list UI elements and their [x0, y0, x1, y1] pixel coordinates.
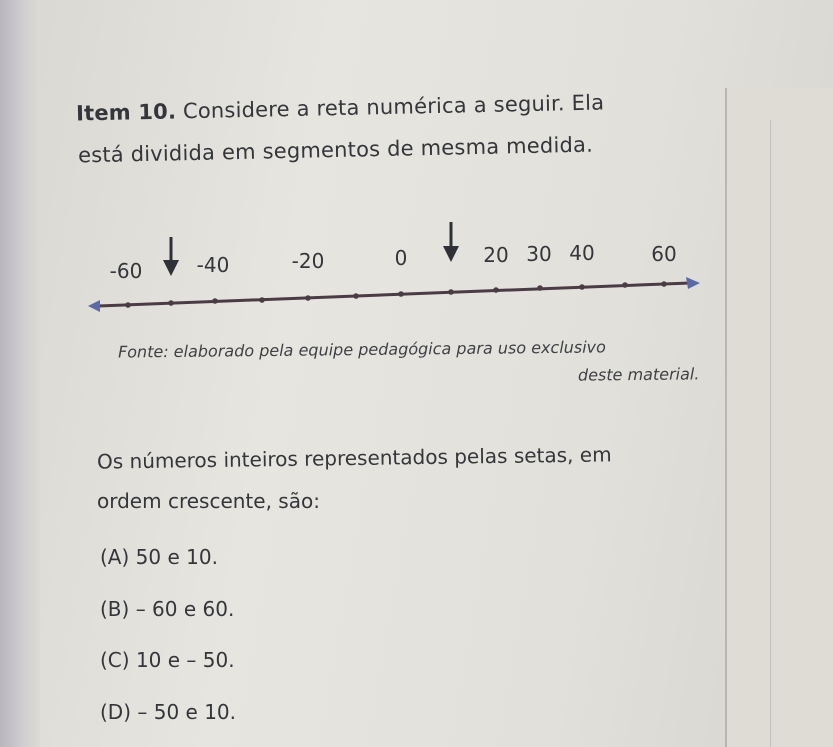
option-letter: (D) — [100, 700, 132, 724]
question-line2: ordem crescente, são: — [97, 489, 320, 513]
number-label: 0 — [394, 246, 408, 270]
number-label: 60 — [651, 242, 677, 266]
source-caption-line1: Fonte: elaborado pela equipe pedagógica para uso exclusivo — [117, 337, 606, 362]
option-b[interactable] — [100, 597, 234, 621]
item-label: Item 10. — [75, 99, 177, 126]
down-arrow-left — [163, 237, 179, 276]
number-label: 20 — [483, 243, 509, 267]
option-letter: (C) — [100, 648, 130, 672]
option-text: – 60 e 60. — [135, 597, 235, 621]
option-letter: (B) — [100, 597, 130, 621]
option-c[interactable] — [100, 648, 235, 672]
item-text-line2: está dividida em segmentos de mesma medida. — [77, 132, 594, 168]
source-caption-line2: deste material. — [577, 364, 700, 385]
down-arrow-right — [443, 222, 459, 262]
item-text-line1: Considere a reta numérica a seguir. Ela — [175, 90, 605, 124]
number-label: 40 — [569, 241, 595, 265]
option-letter: (A) — [100, 545, 130, 569]
question-line1: Os números inteiros representados pelas setas, em — [96, 442, 612, 474]
option-text: 10 e – 50. — [135, 648, 235, 672]
number-label: 30 — [526, 242, 552, 266]
number-label: -40 — [196, 253, 230, 277]
option-d[interactable] — [100, 700, 236, 724]
number-label: -20 — [291, 249, 325, 273]
number-label: -60 — [109, 259, 143, 283]
option-a[interactable] — [100, 545, 218, 569]
option-text: – 50 e 10. — [137, 700, 237, 724]
option-text: 50 e 10. — [135, 545, 218, 569]
number-line — [88, 277, 700, 312]
